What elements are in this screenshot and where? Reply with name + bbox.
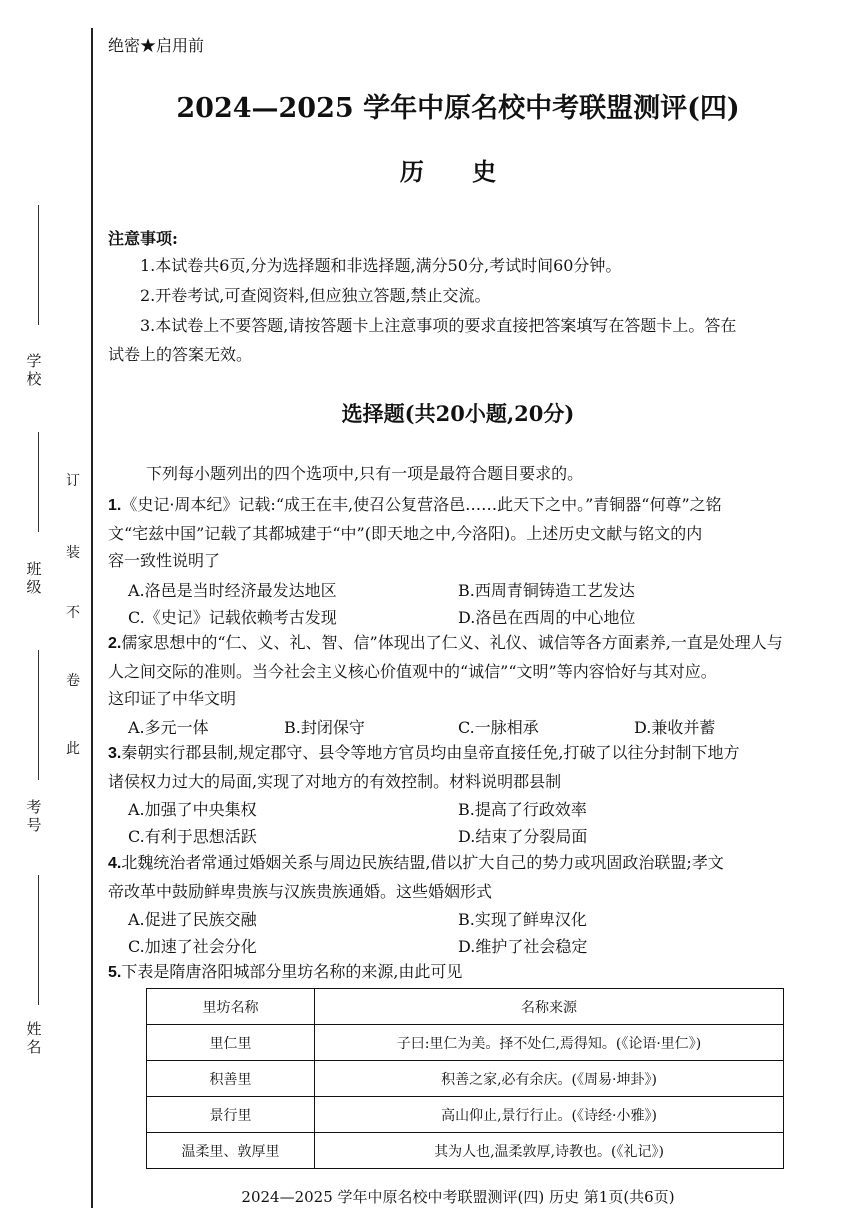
option[interactable]: A.加强了中央集权 — [128, 800, 257, 819]
question-text: 文“宅兹中国”记载了其都城建于“中”(即天地之中,今洛阳)。上述历史文献与铭文的内 — [108, 523, 703, 543]
question-number: 4. — [108, 855, 122, 872]
secret-label: 绝密★启用前 — [108, 36, 205, 55]
section-title: 选择题(共20小题,20分) — [341, 401, 575, 426]
option[interactable]: D.结束了分裂局面 — [458, 827, 588, 846]
question-5 — [108, 958, 808, 987]
name-line — [38, 875, 39, 1005]
option[interactable]: B.实现了鲜卑汉化 — [458, 910, 587, 929]
option[interactable]: B.提高了行政效率 — [458, 800, 587, 819]
table-header: 名称来源 — [315, 989, 784, 1025]
question-number: 3. — [108, 745, 122, 762]
notice-item: 3.本试卷上不要答题,请按答题卡上注意事项的要求直接把答案填写在答题卡上。答在 — [140, 316, 737, 335]
school-line — [38, 205, 39, 325]
option[interactable]: A.洛邑是当时经济最发达地区 — [128, 581, 337, 600]
table-row — [147, 1025, 784, 1061]
question-text: 这印证了中华文明 — [108, 689, 237, 708]
option[interactable]: C.加速了社会分化 — [128, 937, 257, 956]
seal-char: 不 — [66, 605, 80, 621]
table-row — [147, 1133, 784, 1169]
question-number: 2. — [108, 635, 122, 652]
option[interactable]: C.一脉相承 — [458, 718, 539, 737]
option[interactable]: D.洛邑在西周的中心地位 — [458, 608, 636, 627]
table-row — [147, 1061, 784, 1097]
table-cell: 里仁里 — [147, 1025, 315, 1061]
question-text: 容一致性说明了 — [108, 551, 221, 570]
question-3 — [108, 739, 808, 795]
option[interactable]: D.兼收并蓄 — [634, 718, 716, 737]
question-text: 《史记·周本纪》记载:“成王在丰,使召公复营洛邑……此天下之中。”青铜器“何尊”之铭 — [121, 495, 722, 514]
class-line — [38, 432, 39, 532]
exam-no-label: 考号 — [26, 798, 42, 834]
binding-line — [91, 28, 93, 1208]
question-text: 下表是隋唐洛阳城部分里坊名称的来源,由此可见 — [121, 962, 463, 981]
table-cell: 积善之家,必有余庆。(《周易·坤卦》) — [315, 1061, 784, 1097]
page-title: 2024—2025 学年中原名校中考联盟测评(四) — [176, 93, 740, 124]
table-cell: 高山仰止,景行行止。(《诗经·小雅》) — [315, 1097, 784, 1133]
exam-no-line — [38, 650, 39, 780]
class-label: 班级 — [26, 560, 42, 596]
question-1 — [108, 491, 808, 575]
table-header-row — [147, 989, 784, 1025]
question-text: 北魏统治者常通过婚姻关系与周边民族结盟,借以扩大自己的势力或巩固政治联盟;孝文 — [121, 853, 724, 872]
question-2 — [108, 629, 808, 713]
table-header: 里坊名称 — [147, 989, 315, 1025]
option[interactable]: A.多元一体 — [128, 718, 209, 737]
option[interactable]: B.西周青铜铸造工艺发达 — [458, 581, 635, 600]
question-number: 5. — [108, 964, 122, 981]
table-cell: 温柔里、敦厚里 — [147, 1133, 315, 1169]
seal-char: 装 — [66, 545, 80, 561]
option[interactable]: D.维护了社会稳定 — [458, 937, 588, 956]
seal-char: 此 — [66, 741, 80, 757]
page-footer: 2024—2025 学年中原名校中考联盟测评(四) 历史 第1页(共6页) — [241, 1188, 675, 1206]
table-cell: 子曰:里仁为美。择不处仁,焉得知。(《论语·里仁》) — [315, 1025, 784, 1061]
seal-char: 订 — [66, 473, 80, 489]
option[interactable]: C.有利于思想活跃 — [128, 827, 257, 846]
notice-item: 试卷上的答案无效。 — [108, 345, 253, 364]
question-text: 秦朝实行郡县制,规定郡守、县令等地方官员均由皇帝直接任免,打破了以往分封制下地方 — [121, 743, 740, 762]
subject-title: 历 史 — [399, 157, 517, 186]
school-label: 学校 — [26, 352, 42, 388]
notice-heading: 注意事项: — [108, 229, 178, 248]
table-cell: 其为人也,温柔敦厚,诗教也。(《礼记》) — [315, 1133, 784, 1169]
question-number: 1. — [108, 497, 122, 514]
question-text: 帝改革中鼓励鲜卑贵族与汉族贵族通婚。这些婚姻形式 — [108, 881, 493, 901]
table-row — [147, 1097, 784, 1133]
source-table — [146, 988, 784, 1169]
question-text: 人之间交际的准则。当今社会主义核心价值观中的“诚信”“文明”等内容恰好与其对应。 — [108, 661, 717, 681]
table-cell: 积善里 — [147, 1061, 315, 1097]
table-cell: 景行里 — [147, 1097, 315, 1133]
section-intro: 下列每小题列出的四个选项中,只有一项是最符合题目要求的。 — [146, 464, 584, 483]
question-4 — [108, 849, 808, 905]
question-text: 诸侯权力过大的局面,实现了对地方的有效控制。材料说明郡县制 — [108, 771, 562, 791]
option[interactable]: A.促进了民族交融 — [128, 910, 257, 929]
question-text: 儒家思想中的“仁、义、礼、智、信”体现出了仁义、礼仪、诚信等各方面素养,一直是处理人与 — [121, 633, 783, 652]
seal-char: 卷 — [66, 673, 80, 689]
notice-item: 1.本试卷共6页,分为选择题和非选择题,满分50分,考试时间60分钟。 — [140, 256, 622, 275]
option[interactable]: C.《史记》记载依赖考古发现 — [128, 608, 337, 627]
binding-margin — [0, 0, 92, 1228]
option[interactable]: B.封闭保守 — [284, 718, 365, 737]
notice-item: 2.开卷考试,可查阅资料,但应独立答题,禁止交流。 — [140, 286, 491, 305]
name-label: 姓名 — [26, 1020, 42, 1056]
